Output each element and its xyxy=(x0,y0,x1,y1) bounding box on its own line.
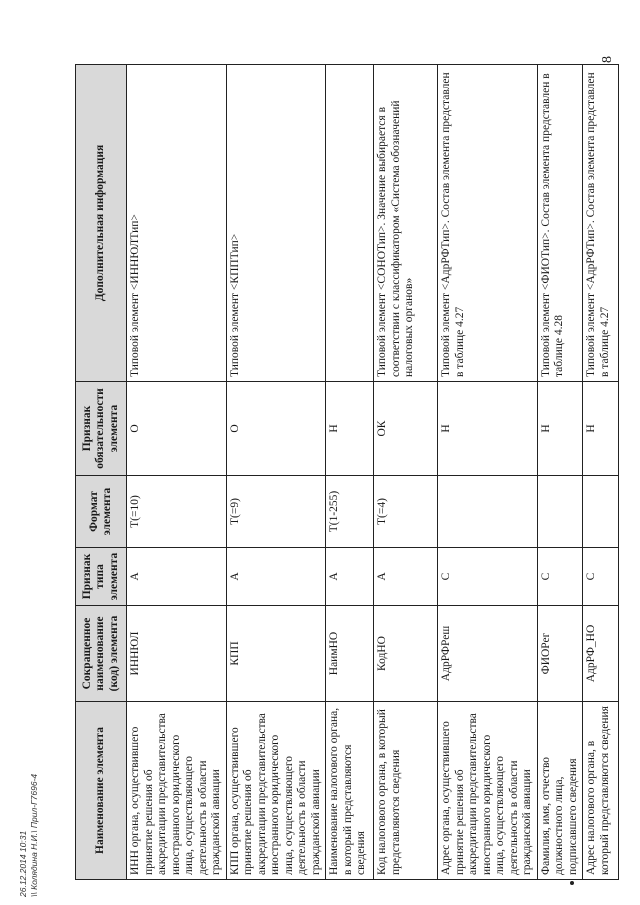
cell-format xyxy=(438,476,538,548)
cell-code: АдрРФ_НО xyxy=(583,606,619,702)
cell-required: Н xyxy=(438,382,538,476)
table-row xyxy=(438,65,538,880)
cell-info: Типовой элемент <КППТип> xyxy=(226,65,326,382)
cell-format xyxy=(583,476,619,548)
header-required: Признак обязательности элемента xyxy=(76,382,127,476)
cell-format: T(1-255) xyxy=(326,476,374,548)
cell-info: Типовой элемент <АдрРФТип>. Состав элемента представлен в таблице 4.27 xyxy=(438,65,538,382)
cell-format: T(=9) xyxy=(226,476,326,548)
cell-required: ОК xyxy=(374,382,438,476)
table-row xyxy=(226,65,326,880)
table-header-row xyxy=(76,65,127,880)
cell-required: О xyxy=(226,382,326,476)
footer-note xyxy=(18,774,40,897)
cell-name: Код налогового органа, в который представляются сведения xyxy=(374,702,438,880)
cell-info: Типовой элемент <ФИОТип>. Состав элемента представлен в таблице 4.28 xyxy=(537,65,583,382)
page-number: 8 xyxy=(600,56,615,63)
cell-name: ИНН органа, осуществившего принятие решения об аккредитации представительства иностранного юридического лица, осуществляющего деятельность в области гражданской авиации xyxy=(127,702,227,880)
cell-required: Н xyxy=(326,382,374,476)
cell-required: О xyxy=(127,382,227,476)
header-code: Сокращенное наименование (код) элемента xyxy=(76,606,127,702)
table-row xyxy=(326,65,374,880)
cell-info: Типовой элемент <АдрРФТип>. Состав элемента представлен в таблице 4.27 xyxy=(583,65,619,382)
cell-type: А xyxy=(326,548,374,606)
cell-code: ИННЮЛ xyxy=(127,606,227,702)
cell-name: Фамилия, имя, отчество должностного лица, подписавшего сведения xyxy=(537,702,583,880)
cell-type: А xyxy=(374,548,438,606)
cell-type: С xyxy=(537,548,583,606)
cell-code: КодНО xyxy=(374,606,438,702)
cell-type: А xyxy=(127,548,227,606)
table-row xyxy=(537,65,583,880)
cell-name: Наименование налогового органа, в который представляются сведения xyxy=(326,702,374,880)
cell-code: КПП xyxy=(226,606,326,702)
footer-path: \\ Колядина Н.И.\ Прил-Г7696-4 xyxy=(29,773,39,897)
header-type: Признак типа элемента xyxy=(76,548,127,606)
cell-type: А xyxy=(226,548,326,606)
cell-code: НаимНО xyxy=(326,606,374,702)
elements-table xyxy=(75,64,619,880)
footer-date: 26.12.2014 10:31 xyxy=(18,830,28,897)
cell-format: T(=4) xyxy=(374,476,438,548)
cell-name: Адрес налогового органа, в который представляются сведения xyxy=(583,702,619,880)
header-name: Наименование элемента xyxy=(76,702,127,880)
margin-dot xyxy=(570,881,574,885)
cell-type: С xyxy=(583,548,619,606)
header-format: Формат элемента xyxy=(76,476,127,548)
cell-code: АдрРФРеш xyxy=(438,606,538,702)
cell-info: Типовой элемент <ИННЮЛТип> xyxy=(127,65,227,382)
cell-required: Н xyxy=(537,382,583,476)
cell-type: С xyxy=(438,548,538,606)
table-row xyxy=(127,65,227,880)
cell-format: T(=10) xyxy=(127,476,227,548)
cell-info xyxy=(326,65,374,382)
cell-info: Типовой элемент <СОНОТип>. Значение выбирается в соответствии с классификатором «Система обозначений налоговых органов» xyxy=(374,65,438,382)
cell-required: Н xyxy=(583,382,619,476)
cell-name: КПП органа, осуществившего принятие решения об аккредитации представительства иностранного юридического лица, осуществляющего деятельность в области гражданской авиации xyxy=(226,702,326,880)
table-row xyxy=(583,65,619,880)
cell-format xyxy=(537,476,583,548)
cell-name: Адрес органа, осуществившего принятие решения об аккредитации представительства иностранного юридического лица, осуществляющего деятельность в области гражданской авиации xyxy=(438,702,538,880)
header-info: Дополнительная информация xyxy=(76,65,127,382)
table-row xyxy=(374,65,438,880)
cell-code: ФИОРег xyxy=(537,606,583,702)
